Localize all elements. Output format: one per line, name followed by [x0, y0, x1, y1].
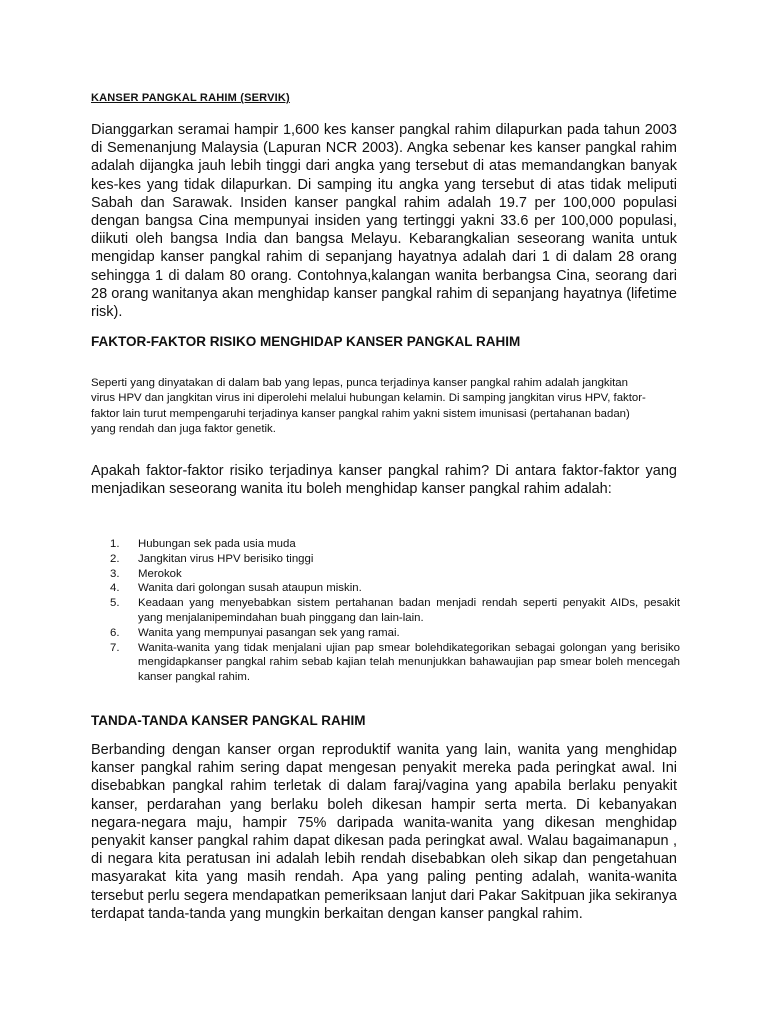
list-number: 1.: [110, 538, 120, 550]
list-item: [110, 581, 680, 596]
list-text: Wanita-wanita yang tidak menjalani ujian pap smear bolehdikategorikan sebagai golongan yang berisiko mengidapkanser pangkal rahim sebab kajian telah menunjukkan bahawaujian pap smear boleh mencegah kanser pangkal rahim.: [138, 641, 680, 684]
list-item: [110, 626, 680, 641]
list-number: 4.: [110, 582, 120, 595]
risk-intro-paragraph: Seperti yang dinyatakan di dalam bab yang lepas, punca terjadinya kanser pangkal rahim adalah jangkitan virus HPV dan jangkitan virus ini diperolehi melalui hubungan kelamin. Di samping jangkitan virus HPV, faktor-faktor lain turut mempengaruhi terjadinya kanser pangkal rahim yakni sistem imunisasi (pertahanan badan) yang rendah dan juga faktor genetik.: [91, 377, 646, 436]
list-text: Merokok: [138, 567, 182, 580]
list-text: Wanita yang mempunyai pasangan sek yang ramai.: [138, 626, 400, 639]
list-text: Hubungan sek pada usia muda: [138, 538, 296, 550]
risk-factors-heading: FAKTOR-FAKTOR RISIKO MENGHIDAP KANSER PANGKAL RAHIM: [91, 334, 521, 349]
risk-question-paragraph: Apakah faktor-faktor risiko terjadinya kanser pangkal rahim? Di antara faktor-faktor yang menjadikan seseorang wanita itu boleh menghidap kanser pangkal rahim adalah:: [91, 463, 677, 498]
list-number: 5.: [110, 597, 120, 610]
list-item: [110, 567, 680, 582]
list-item: [110, 596, 680, 626]
list-text: Jangkitan virus HPV berisiko tinggi: [138, 552, 314, 565]
list-item: [110, 537, 680, 552]
list-number: 6.: [110, 626, 120, 639]
list-number: 7.: [110, 641, 120, 654]
document-title: KANSER PANGKAL RAHIM (SERVIK): [91, 92, 290, 104]
list-number: 2.: [110, 552, 120, 565]
risk-factors-list: [110, 537, 680, 685]
list-text: Wanita dari golongan susah ataupun miskin.: [138, 582, 362, 595]
list-text: Keadaan yang menyebabkan sistem pertahanan badan menjadi rendah seperti penyakit AIDs, pesakit yang menjalanipemindahan buah pinggang dan lain-lain.: [138, 597, 680, 624]
list-number: 3.: [110, 567, 120, 580]
signs-heading: TANDA-TANDA KANSER PANGKAL RAHIM: [91, 713, 366, 728]
list-item: [110, 641, 680, 685]
list-item: [110, 552, 680, 567]
intro-paragraph: Dianggarkan seramai hampir 1,600 kes kanser pangkal rahim dilapurkan pada tahun 2003 di Semenanjung Malaysia (Lapuran NCR 2003). Angka sebenar kes kanser pangkal rahim adalah dijangka jauh lebih tinggi dari angka yang tersebut di atas memandangkan banyak kes-kes yang tidak dilapurkan. Di samping itu angka yang tersebut di atas tidak meliputi Sabah dan Sarawak. Insiden kanser pangkal rahim adalah 19.7 per 100,000 populasi dengan bangsa Cina mempunyai insiden yang tertinggi yakni 33.6 per 100,000 populasi, diikuti oleh bangsa India dan bangsa Melayu. Kebarangkalian seseorang wanita untuk mengidap kanser pangkal rahim di sepanjang hayatnya adalah dari 1 di dalam 28 orang sehingga 1 di dalam 80 orang. Contohnya,kalangan wanita berbangsa Cina, seorang dari 28 orang wanitanya akan menghidap kanser pangkal rahim di sepanjang hayatnya (lifetime risk).: [91, 122, 677, 321]
signs-paragraph: Berbanding dengan kanser organ reproduktif wanita yang lain, wanita yang menghidap kanser pangkal rahim sering dapat mengesan penyakit mereka pada peringkat awal. Ini disebabkan pangkal rahim terletak di dalam faraj/vagina yang apabila berlaku penyakit kanser, perdarahan yang berlaku boleh dikesan hampir serta merta. Di kebanyakan negara-negara maju, hampir 75% daripada wanita-wanita yang dikesan menghidap penyakit kanser pangkal rahim dapat dikesan pada peringkat awal. Walau bagaimanapun , di negara kita peratusan ini adalah lebih rendah disebabkan oleh sikap dan pengetahuan masyarakat kita yang masih rendah. Apa yang paling penting adalah, wanita-wanita tersebut perlu segera mendapatkan pemeriksaan lanjut dari Pakar Sakitpuan jika sekiranya terdapat tanda-tanda yang mungkin berkaitan dengan kanser pangkal rahim.: [91, 742, 677, 922]
